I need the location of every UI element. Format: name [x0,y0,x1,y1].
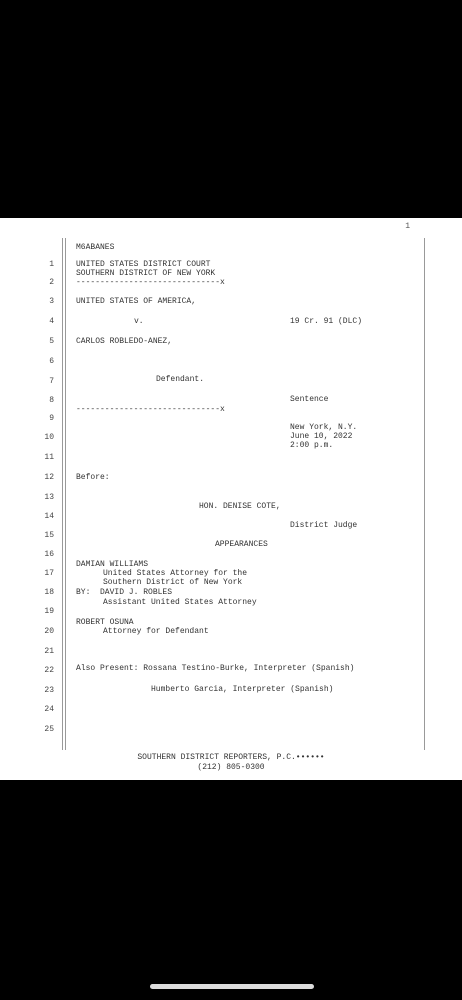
court-name-line1: UNITED STATES DISTRICT COURT [76,260,211,269]
also-present-line1: Also Present: Rossana Testino-Burke, Interpreter (Spanish) [76,664,355,673]
prosecutor-title-line2: Southern District of New York [103,578,243,587]
versus-label: v. [134,317,144,326]
hearing-city: New York, N.Y. [290,423,358,432]
line-number: 15 [44,531,54,540]
line-number: 18 [44,588,54,597]
line-number: 10 [44,433,54,442]
also-present-line2: Humberto Garcia, Interpreter (Spanish) [151,685,334,694]
left-margin-rule-inner [65,238,66,750]
judge-name: HON. DENISE COTE, [199,502,281,511]
defense-attorney-name: ROBERT OSUNA [76,618,134,627]
appearances-heading: APPEARANCES [215,540,268,549]
line-number: 21 [44,647,54,656]
defendant-label: Defendant. [156,375,205,384]
caption-divider-top: ------------------------------x [76,278,225,287]
line-number: 19 [44,607,54,616]
line-number: 7 [49,377,54,386]
line-number: 14 [44,512,54,521]
line-number: 13 [44,493,54,502]
line-number: 20 [44,627,54,636]
line-number: 12 [44,473,54,482]
line-number: 2 [49,278,54,287]
line-number: 23 [44,686,54,695]
judge-title: District Judge [290,521,358,530]
assistant-attorney: BY: DAVID J. ROBLES [76,588,173,597]
page-number: 1 [405,222,410,231]
hearing-date: June 10, 2022 [290,432,353,441]
line-number: 9 [49,414,54,423]
line-number: 22 [44,666,54,675]
line-number: 4 [49,317,54,326]
line-number: 5 [49,337,54,346]
before-label: Before: [76,473,110,482]
line-number: 1 [49,260,54,269]
court-name-line2: SOUTHERN DISTRICT OF NEW YORK [76,269,216,278]
home-indicator[interactable] [150,984,314,989]
line-number: 24 [44,705,54,714]
plaintiff-name: UNITED STATES OF AMERICA, [76,297,197,306]
defense-attorney-title: Attorney for Defendant [103,627,209,636]
proceeding-type: Sentence [290,395,329,404]
line-number: 16 [44,550,54,559]
header-code: M6ABANES [76,243,115,252]
line-number: 6 [49,357,54,366]
defendant-name: CARLOS ROBLEDO-ANEZ, [76,337,173,346]
right-margin-rule [424,238,425,750]
left-margin-rule [62,238,63,750]
line-number: 3 [49,297,54,306]
reporter-footer [0,753,462,773]
line-number: 17 [44,569,54,578]
reporter-phone: (212) 805-0300 [197,763,265,772]
case-number: 19 Cr. 91 (DLC) [290,317,363,326]
reporter-name: SOUTHERN DISTRICT REPORTERS, P.C.•••••• [137,753,325,762]
line-number: 11 [44,453,54,462]
line-number: 25 [44,725,54,734]
transcript-page [0,218,462,780]
prosecutor-title-line1: United States Attorney for the [103,569,248,578]
line-number: 8 [49,396,54,405]
prosecutor-name: DAMIAN WILLIAMS [76,560,149,569]
assistant-attorney-title: Assistant United States Attorney [103,598,257,607]
caption-divider-bottom: ------------------------------x [76,405,225,414]
hearing-time: 2:00 p.m. [290,441,334,450]
